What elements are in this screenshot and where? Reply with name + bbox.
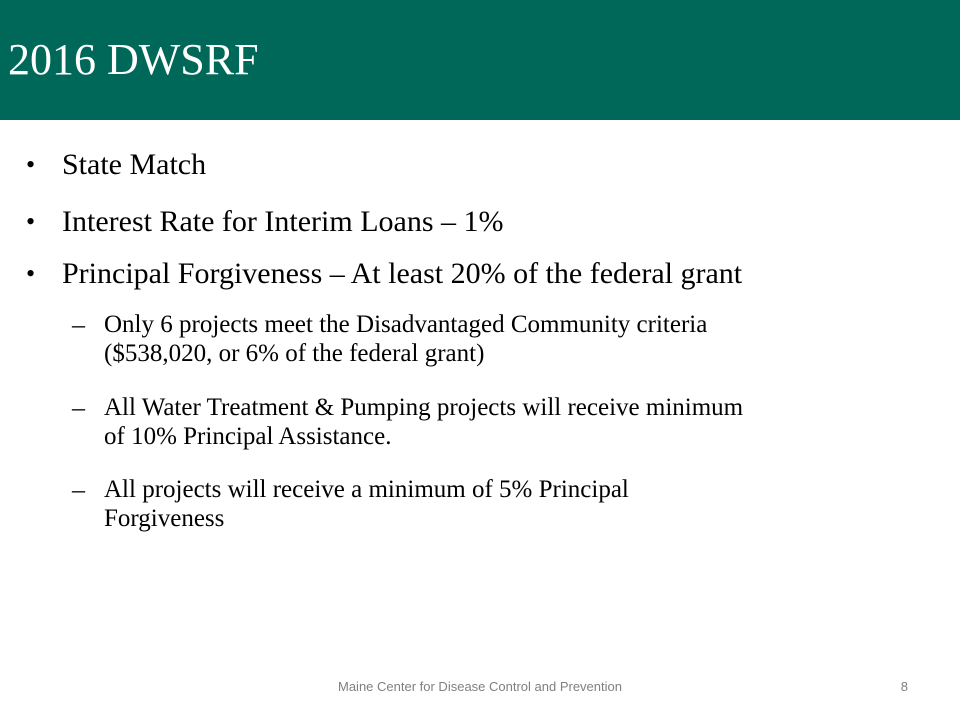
bullet-marker: • bbox=[26, 207, 36, 236]
bullet-marker: • bbox=[26, 259, 36, 288]
page-number: 8 bbox=[900, 679, 908, 694]
sub-bullet-line: ($538,020, or 6% of the federal grant) bbox=[104, 340, 485, 367]
sub-bullet-line: Forgiveness bbox=[104, 505, 225, 532]
sub-bullet-text bbox=[104, 393, 934, 451]
slide-title: 2016 DWSRF bbox=[8, 35, 259, 84]
sub-bullet-line: All Water Treatment & Pumping projects will receive minimum bbox=[104, 394, 744, 421]
footer-organization: Maine Center for Disease Control and Prevention bbox=[338, 679, 622, 694]
sub-bullet-marker: – bbox=[72, 475, 85, 504]
bullet-marker: • bbox=[26, 150, 36, 179]
sub-bullet-marker: – bbox=[72, 310, 85, 339]
sub-bullet-line: All projects will receive a minimum of 5% Principal bbox=[104, 476, 629, 503]
bullet-text: Interest Rate for Interim Loans – 1% bbox=[62, 205, 504, 238]
sub-bullet-marker: – bbox=[72, 393, 85, 422]
bullet-text: State Match bbox=[62, 148, 207, 181]
sub-bullet-line: Only 6 projects meet the Disadvantaged Community criteria bbox=[104, 311, 708, 338]
sub-bullet-line: of 10% Principal Assistance. bbox=[104, 423, 392, 450]
sub-bullet-text bbox=[104, 310, 934, 368]
sub-bullet-text bbox=[104, 475, 934, 533]
bullet-text: Principal Forgiveness – At least 20% of the federal grant bbox=[62, 257, 743, 290]
